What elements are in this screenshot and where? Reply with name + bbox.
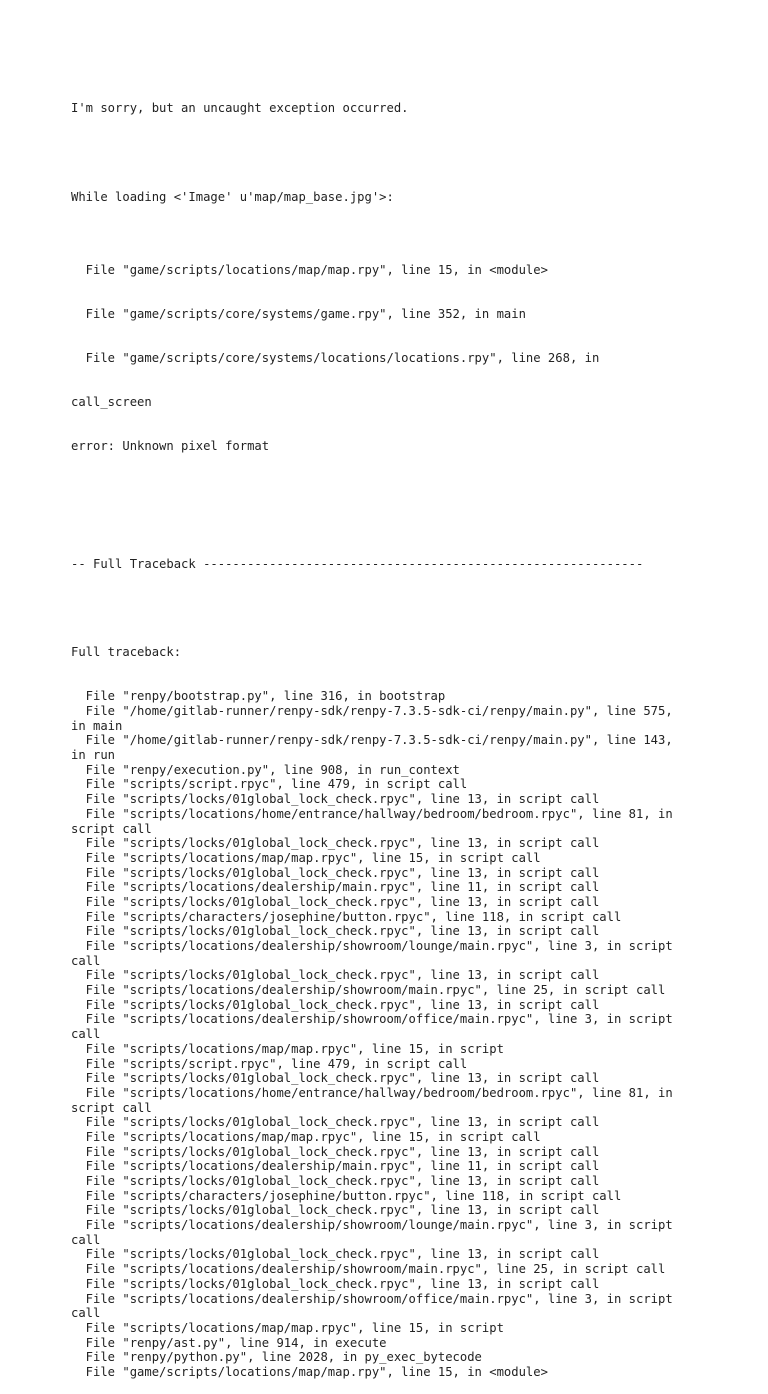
trace-line: File "scripts/locks/01global_lock_check.rpyc", line 13, in script call (71, 1203, 600, 1218)
trace-line: call (71, 953, 101, 968)
trace-line: File "scripts/locks/01global_lock_check.rpyc", line 13, in script call (71, 1071, 600, 1086)
trace-line: File "scripts/locks/01global_lock_check.rpyc", line 13, in script call (71, 1247, 600, 1262)
trace-line: call (71, 1232, 101, 1247)
short-traceback (71, 234, 761, 484)
trace-line: call (71, 1306, 101, 1321)
trace-line: File "renpy/ast.py", line 914, in execute (71, 1335, 387, 1350)
trace-line: File "scripts/locations/dealership/showroom/lounge/main.rpyc", line 3, in script (71, 1218, 673, 1233)
trace-line: File "scripts/characters/josephine/button.rpyc", line 118, in script call (71, 1188, 622, 1203)
trace-line: File "renpy/python.py", line 2028, in py_exec_bytecode (71, 1350, 482, 1365)
trace-line: File "renpy/bootstrap.py", line 316, in bootstrap (71, 689, 446, 704)
trace-line: File "game/scripts/locations/map/map.rpy", line 15, in <module> (71, 263, 548, 278)
full-traceback (71, 689, 761, 1379)
trace-line: File "scripts/locks/01global_lock_check.rpyc", line 13, in script call (71, 1276, 600, 1291)
trace-line: File "scripts/locations/map/map.rpyc", line 15, in script (71, 1041, 504, 1056)
trace-line: File "/home/gitlab-runner/renpy-sdk/renpy-7.3.5-sdk-ci/renpy/main.py", line 143, (71, 733, 673, 748)
trace-line: script call (71, 1100, 152, 1115)
trace-line: File "scripts/locations/dealership/showroom/main.rpyc", line 25, in script call (71, 1262, 666, 1277)
trace-line: File "scripts/locations/dealership/main.rpyc", line 11, in script call (71, 1159, 600, 1174)
trace-line: File "scripts/script.rpyc", line 479, in script call (71, 777, 468, 792)
trace-line: File "scripts/locks/01global_lock_check.rpyc", line 13, in script call (71, 894, 600, 909)
trace-line: File "scripts/locations/dealership/showroom/office/main.rpyc", line 3, in script (71, 1012, 673, 1027)
trace-line: File "scripts/locations/dealership/showroom/main.rpyc", line 25, in script call (71, 983, 666, 998)
trace-line: File "scripts/locks/01global_lock_check.rpyc", line 13, in script call (71, 1115, 600, 1130)
trace-line: in main (71, 718, 123, 733)
trace-line: File "scripts/locations/map/map.rpyc", line 15, in script (71, 1320, 504, 1335)
trace-line: File "game/scripts/locations/map/map.rpy", line 15, in <module> (71, 1364, 548, 1379)
full-traceback-separator: -- Full Traceback ------------------------------------------------------------ (71, 557, 644, 572)
trace-line: File "scripts/locations/dealership/showroom/lounge/main.rpyc", line 3, in script (71, 939, 673, 954)
trace-line: File "scripts/script.rpyc", line 479, in script call (71, 1056, 468, 1071)
trace-line: File "scripts/locks/01global_lock_check.rpyc", line 13, in script call (71, 792, 600, 807)
trace-line: File "scripts/locks/01global_lock_check.rpyc", line 13, in script call (71, 1144, 600, 1159)
blank-line (71, 146, 761, 161)
error-line: error: Unknown pixel format (71, 439, 270, 454)
trace-line: call (71, 1027, 101, 1042)
trace-line: File "game/scripts/core/systems/game.rpy", line 352, in main (71, 307, 526, 322)
trace-line: File "scripts/locks/01global_lock_check.rpyc", line 13, in script call (71, 865, 600, 880)
blank-line (71, 601, 761, 616)
trace-line: call_screen (71, 395, 152, 410)
trace-line: File "scripts/locks/01global_lock_check.rpyc", line 13, in script call (71, 997, 600, 1012)
trace-line: File "/home/gitlab-runner/renpy-sdk/renpy-7.3.5-sdk-ci/renpy/main.py", line 575, (71, 704, 673, 719)
trace-line: File "scripts/locations/map/map.rpyc", line 15, in script call (71, 850, 541, 865)
trace-line: File "renpy/execution.py", line 908, in run_context (71, 762, 460, 777)
trace-line: File "scripts/locations/home/entrance/hallway/bedroom/bedroom.rpyc", line 81, in (71, 806, 673, 821)
trace-line: File "scripts/locks/01global_lock_check.rpyc", line 13, in script call (71, 968, 600, 983)
trace-line: File "scripts/locks/01global_lock_check.rpyc", line 13, in script call (71, 836, 600, 851)
trace-line: File "game/scripts/core/systems/locations/locations.rpy", line 268, in (71, 351, 600, 366)
trace-line: File "scripts/locations/home/entrance/hallway/bedroom/bedroom.rpyc", line 81, in (71, 1085, 673, 1100)
trace-line: in run (71, 748, 116, 763)
trace-line: File "scripts/locations/dealership/showroom/office/main.rpyc", line 3, in script (71, 1291, 673, 1306)
trace-line: File "scripts/locks/01global_lock_check.rpyc", line 13, in script call (71, 1174, 600, 1189)
trace-line: File "scripts/locations/dealership/main.rpyc", line 11, in script call (71, 880, 600, 895)
traceback-document (71, 72, 761, 1394)
full-traceback-title: Full traceback: (71, 645, 182, 660)
exception-message: I'm sorry, but an uncaught exception occurred. (71, 101, 409, 116)
trace-line: File "scripts/characters/josephine/button.rpyc", line 118, in script call (71, 909, 622, 924)
trace-line: script call (71, 821, 152, 836)
while-loading-line: While loading <'Image' u'map/map_base.jpg'>: (71, 189, 394, 204)
trace-line: File "scripts/locations/map/map.rpyc", line 15, in script call (71, 1129, 541, 1144)
trace-line: File "scripts/locks/01global_lock_check.rpyc", line 13, in script call (71, 924, 600, 939)
blank-line (71, 513, 761, 528)
